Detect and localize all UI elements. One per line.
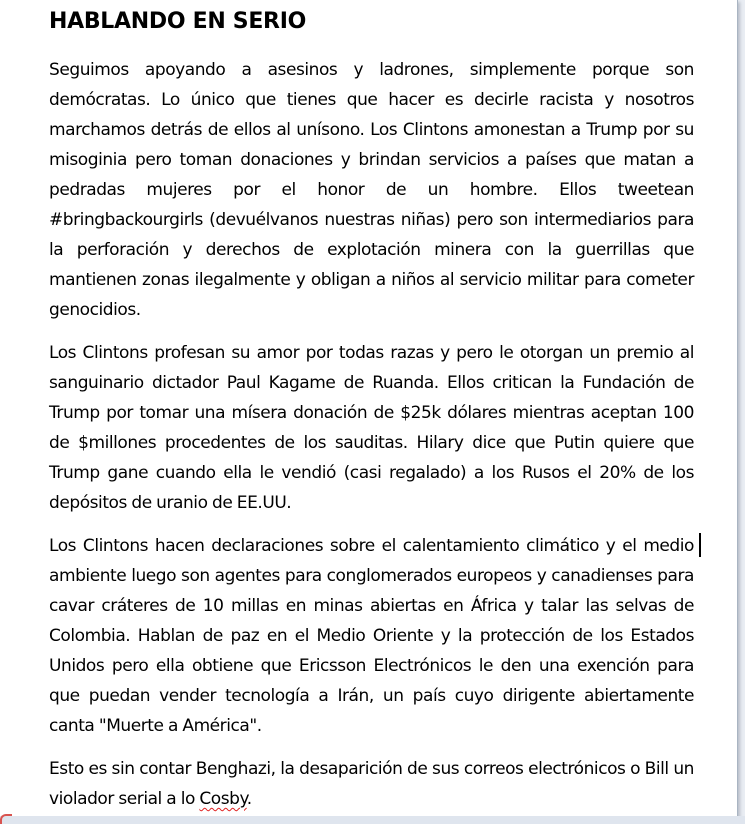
paragraph-4[interactable] [49,754,694,814]
paragraph-1[interactable]: Seguimos apoyando a asesinos y ladrones, simplemente porque son demócratas. Lo único que tienes que hacer es decirle racista y nosotros marchamos detrás de ellos al unísono. Los Clintons amonestan a Trump por su misoginia pero toman donaciones y brindan servicios a países que matan a pedradas mujeres por el honor de un hombre. Ellos tweetean #bringbackourgirls (devuélvanos nuestras niñas) pero son intermediarios para la perforación y derechos de explotación minera con la guerrillas que mantienen zonas ilegalmente y obligan a niños al servicio militar para cometer genocidios. [49,60,694,320]
text-cursor [699,533,701,557]
next-page-gap [0,816,745,824]
document-body[interactable] [49,6,694,824]
spellcheck-flagged-word[interactable]: Cosby [199,789,247,809]
document-title[interactable]: HABLANDO EN SERIO [49,9,306,34]
paragraph-4-end: . [246,789,252,809]
next-page-corner-mark [0,814,12,824]
paragraph-4-text: Esto es sin contar Benghazi, la desaparición de sus correos electrónicos o Bill un violador serial a lo [49,759,694,809]
paragraph-2[interactable]: Los Clintons profesan su amor por todas razas y pero le otorgan un premio al sanguinario dictador Paul Kagame de Ruanda. Ellos critican la Fundación de Trump por tomar una mísera donación de $25k dólares mientras aceptan 100 de $millones procedentes de los sauditas. Hilary dice que Putin quiere que Trump gane cuando ella le vendió (casi regalado) a los Rusos el 20% de los depósitos de uranio de EE.UU. [49,343,694,513]
paragraph-3[interactable]: Los Clintons hacen declaraciones sobre el calentamiento climático y el medio ambiente luego son agentes para conglomerados europeos y canadienses para cavar cráteres de 10 millas en minas abiertas en África y talar las selvas de Colombia. Hablan de paz en el Medio Oriente y la protección de los Estados Unidos pero ella obtiene que Ericsson Electrónicos le den una exención para que puedan vender tecnología a Irán, un país cuyo dirigente abiertamente canta "Muerte a América". [49,536,694,736]
